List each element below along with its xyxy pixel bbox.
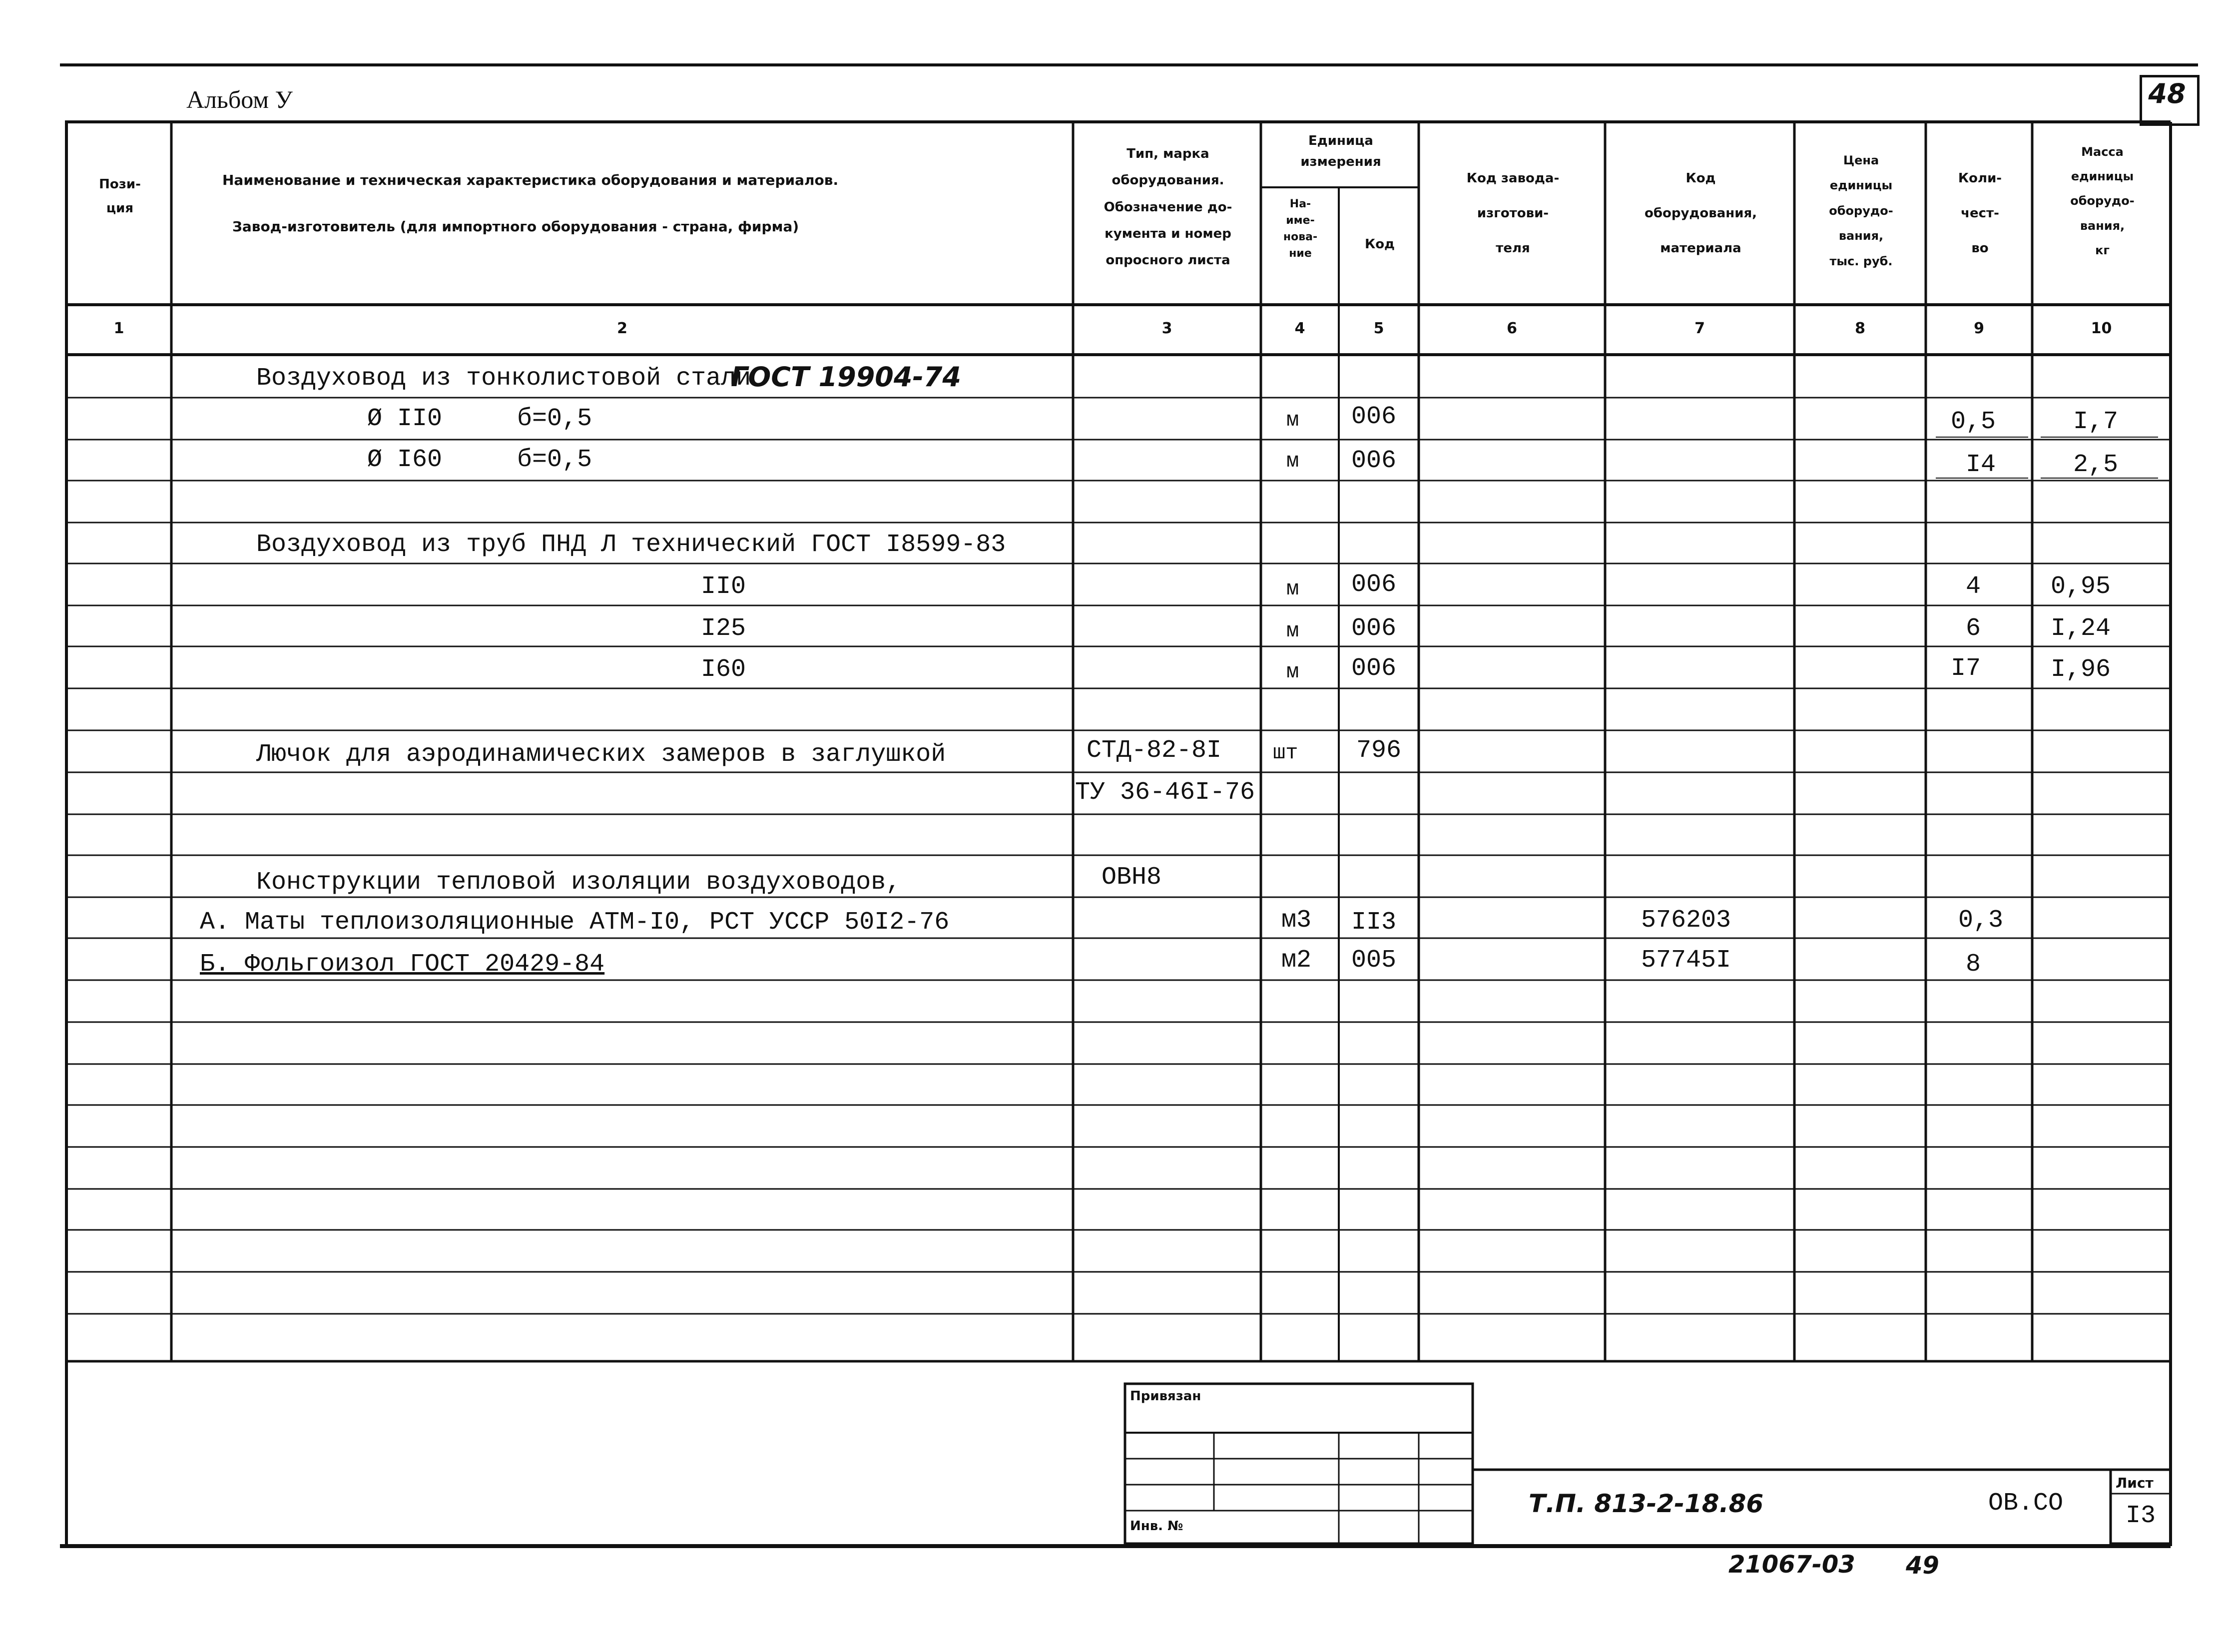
document-code: Т.П. 813-2-18.86 xyxy=(1529,1489,1764,1518)
column-number: 9 xyxy=(1974,320,1984,337)
table-row-unit: м xyxy=(1286,660,1299,684)
page-number-corner: 48 xyxy=(2148,78,2186,109)
table-row-name: Воздуховод из труб ПНД Л технический ГОСТ I8599-83 xyxy=(256,531,1006,559)
table-row-name: I25 xyxy=(701,614,746,643)
column-number: 8 xyxy=(1855,320,1865,337)
table-row-unit: м xyxy=(1286,408,1299,432)
table-row-name: II0 xyxy=(701,572,746,601)
table-row-name: I60 xyxy=(701,655,746,684)
table-row-qty: I4 xyxy=(1966,451,1996,479)
table-row-type: СТД-82-8I xyxy=(1087,736,1222,765)
table-row-code: 006 xyxy=(1351,403,1397,431)
table-row-code: 006 xyxy=(1351,447,1397,475)
table-row-unit: м xyxy=(1286,619,1299,643)
column-number: 10 xyxy=(2091,320,2112,337)
header-unit-code: Код xyxy=(1364,237,1395,252)
table-row-unit: м3 xyxy=(1281,906,1312,935)
table-row-unit: м xyxy=(1286,577,1299,601)
table-row-mass: 0,95 xyxy=(2051,572,2111,601)
table-row-name: Конструкции тепловой изоляции воздуховодов, xyxy=(256,868,901,897)
table-row-code: 006 xyxy=(1351,570,1397,599)
table-row-mass: I,24 xyxy=(2051,614,2111,643)
sheet-code: ОВ.СО xyxy=(1988,1489,2064,1518)
table-row-qty: 4 xyxy=(1966,572,1981,601)
table-row-qty: 0,5 xyxy=(1951,408,1996,436)
sheet-label: Лист xyxy=(2116,1475,2154,1491)
header-position: Пози- ция xyxy=(99,177,141,216)
column-number: 3 xyxy=(1161,320,1172,337)
table-row-code: II3 xyxy=(1351,908,1397,937)
table-row-type: ТУ 36-46I-76 xyxy=(1075,778,1255,807)
table-row-name: Б. Фольгоизол ГОСТ 20429-84 xyxy=(200,950,605,979)
table-row-unit: шт xyxy=(1273,741,1298,765)
column-number: 4 xyxy=(1294,320,1305,337)
column-number: 2 xyxy=(617,320,627,337)
table-row-qty: 0,3 xyxy=(1958,906,2004,935)
table-row-name: Лючок для аэродинамических замеров в заглушкой xyxy=(256,740,946,769)
table-row-name: Воздуховод из тонколистовой стали xyxy=(256,364,751,393)
table-row-type: ОВН8 xyxy=(1102,863,1162,892)
header-equipment-code: Код оборудования, материала xyxy=(1644,171,1757,256)
table-row-equipment-code: 576203 xyxy=(1641,906,1731,935)
column-number: 5 xyxy=(1373,320,1384,337)
inventory-number-label: Инв. № xyxy=(1130,1519,1183,1534)
header-unit-group: Единица измерения xyxy=(1300,133,1381,169)
column-number: 6 xyxy=(1507,320,1517,337)
table-row-unit: м xyxy=(1286,449,1299,473)
column-number: 1 xyxy=(113,320,124,337)
table-row-name-handwritten: ГОСТ 19904-74 xyxy=(731,361,962,393)
table-row-code: 796 xyxy=(1356,736,1402,765)
table-row-name: Ø II0 б=0,5 xyxy=(367,405,592,433)
album-title: Альбом У xyxy=(186,85,293,113)
table-row-qty: 8 xyxy=(1966,950,1981,979)
table-row-name: Ø I60 б=0,5 xyxy=(367,446,592,474)
header-type: Тип, марка оборудования. Обозначение до- кумента и номер опросного листа xyxy=(1104,146,1232,268)
header-unit-name: На- име- нова- ние xyxy=(1283,198,1318,260)
table-row-mass: 2,5 xyxy=(2073,451,2119,479)
header-quantity: Коли- чест- во xyxy=(1958,171,2002,256)
table-row-qty: I7 xyxy=(1951,654,1981,683)
archive-page: 49 xyxy=(1906,1552,1939,1580)
header-price: Цена единицы оборудо- вания, тыс. руб. xyxy=(1829,153,1893,268)
table-row-code: 005 xyxy=(1351,946,1397,975)
table-row-mass: I,96 xyxy=(2051,655,2111,684)
column-number: 7 xyxy=(1694,320,1705,337)
table-row-equipment-code: 57745I xyxy=(1641,946,1731,975)
sheet-number: I3 xyxy=(2125,1502,2156,1530)
table-row-qty: 6 xyxy=(1966,614,1981,643)
table-row-mass: I,7 xyxy=(2073,408,2119,436)
table-row-name: А. Маты теплоизоляционные АТМ-I0, РСТ УССР 50I2-76 xyxy=(200,908,950,937)
archive-number: 21067-03 xyxy=(1728,1551,1855,1579)
header-name-line1: Наименование и техническая характеристика оборудования и материалов. xyxy=(222,172,839,188)
header-mass: Масса единицы оборудо- вания, кг xyxy=(2070,145,2135,257)
privyazan-label: Привязан xyxy=(1130,1389,1201,1404)
header-factory-code: Код завода- изготови- теля xyxy=(1466,171,1560,256)
table-row-code: 006 xyxy=(1351,654,1397,683)
table-row-code: 006 xyxy=(1351,614,1397,643)
header-name-line2: Завод-изготовитель (для импортного оборудования - страна, фирма) xyxy=(232,218,799,235)
table-row-unit: м2 xyxy=(1281,946,1312,975)
